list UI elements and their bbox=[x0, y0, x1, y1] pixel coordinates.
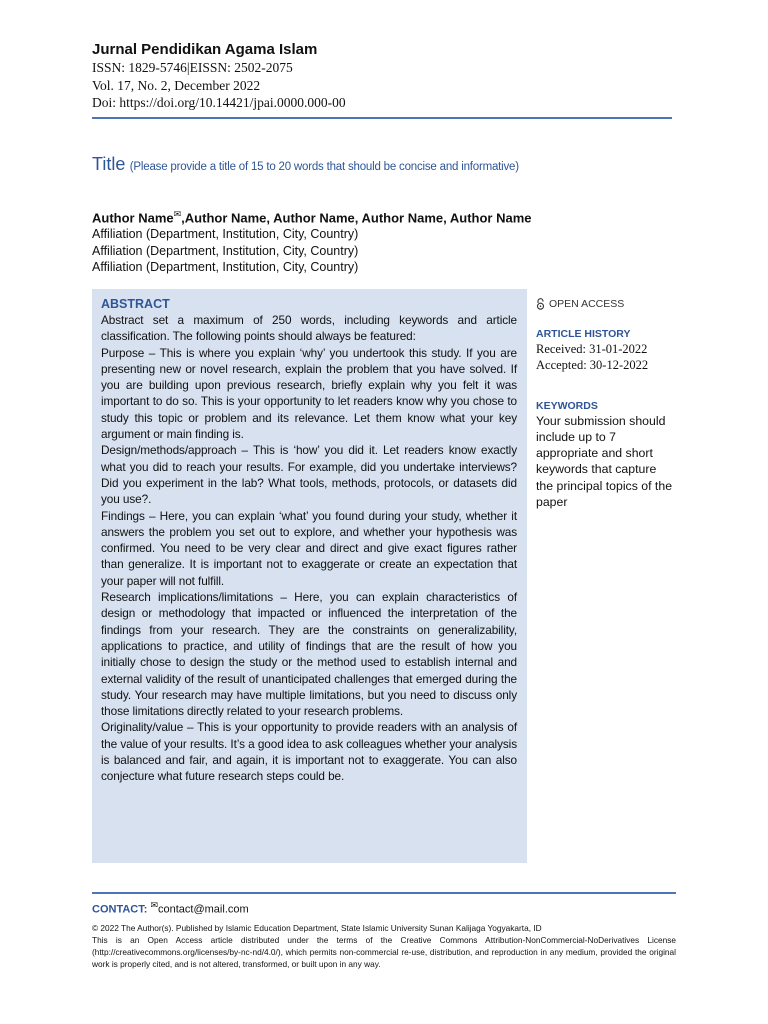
article-sidebar bbox=[536, 296, 676, 510]
journal-volume: Vol. 17, No. 2, December 2022 bbox=[92, 77, 261, 93]
journal-name: Jurnal Pendidikan Agama Islam bbox=[92, 41, 318, 58]
other-authors: ,Author Name, Author Name, Author Name, Author Name bbox=[181, 210, 532, 226]
contact-line bbox=[92, 898, 249, 917]
header-divider bbox=[92, 117, 672, 119]
received-date: Received: 31-01-2022 bbox=[536, 342, 648, 356]
contact-email[interactable]: contact@mail.com bbox=[158, 903, 249, 916]
footer-divider bbox=[92, 892, 676, 894]
article-title bbox=[92, 154, 692, 175]
affiliation-1: Affiliation (Department, Institution, City, Country) bbox=[92, 227, 359, 242]
mail-icon: ✉ bbox=[173, 209, 182, 219]
article-history-heading: ARTICLE HISTORY bbox=[536, 328, 631, 340]
abstract-originality: Originality/value – This is your opportunity to provide readers with an analysis of the value of your results. It’s a good idea to ask colleagues whether your analysis is balanced and fair, and again, it is important not to exaggerate. You can also conjecture what future research steps could be. bbox=[101, 720, 517, 784]
abstract-findings: Findings – Here, you can explain ‘what’ you found during your study, whether it answers the problem you set out to explore, and whether your hypothesis was confirmed. You need to be very clear and direct and give exact figures rather than generalize. It is important not to exaggerate or create an expectation that your paper will not fulfill. bbox=[101, 508, 517, 588]
open-access-label: OPEN ACCESS bbox=[549, 298, 625, 310]
journal-issn: ISSN: 1829-5746|EISSN: 2502-2075 bbox=[92, 60, 293, 75]
title-main: Title bbox=[92, 154, 126, 174]
abstract-intro: Abstract set a maximum of 250 words, including keywords and article classification. The following points should always be featured: bbox=[101, 313, 517, 344]
affiliation-2: Affiliation (Department, Institution, City, Country) bbox=[92, 243, 359, 258]
abstract-purpose: Purpose – This is where you explain ‘why’ you undertook this study. If you are presenting new or novel research, explain the problem that you have solved. If you are building upon previous research, briefly explain why you felt it was important to do so. This is your opportunity to let readers know why you chose to study this topic or problem and its relevance. Let them know what your key argument or main finding is. bbox=[101, 345, 517, 442]
abstract-box bbox=[92, 289, 527, 863]
abstract-heading: ABSTRACT bbox=[101, 297, 170, 311]
copyright-line: © 2022 The Author(s). Published by Islamic Education Department, State Islamic University Sunan Kalijaga Yogyakarta, ID bbox=[92, 923, 542, 933]
abstract-design: Design/methods/approach – This is ‘how’ you did it. Let readers know exactly what you did to reach your results. For example, did you undertake interviews? Did you experiment in the lab? What tools, methods, protocols, or datasets did you use?. bbox=[101, 443, 517, 507]
keywords-heading: KEYWORDS bbox=[536, 399, 598, 412]
abstract-limitations: Research implications/limitations – Here, you can explain characteristics of design or methodology that impacted or influenced the interpretation of the findings from your research. They are the constraints on generalizability, applications to practice, and utility of findings that are the result of how you initially chose to design the study or the method used to establish internal and external validity of the result of unanticipated challenges that emerged during the study. Your research may have multiple limitations, but you need to discuss only those limitations directly related to your research problems. bbox=[101, 590, 517, 719]
author-list bbox=[92, 206, 692, 226]
open-lock-icon bbox=[536, 298, 545, 310]
journal-header bbox=[92, 40, 672, 112]
author-block bbox=[92, 206, 692, 276]
contact-mail-icon: ✉ bbox=[150, 900, 159, 910]
license-text: This is an Open Access article distributed under the terms of the Creative Commons Attribution-NonCommercial-NoDerivatives License (http://creativecommons.org/licenses/by-nc-nd/4.0/), which permits non-commercial re-use, distribution, and reproduction in any medium, provided the original work is properly cited, and is not altered, transformed, or built upon in any way. bbox=[92, 935, 676, 969]
keywords-text: Your submission should include up to 7 appropriate and short keywords that capture the principal topics of the paper bbox=[536, 413, 673, 510]
title-hint: (Please provide a title of 15 to 20 words that should be concise and informative) bbox=[129, 161, 519, 173]
journal-doi[interactable]: Doi: https://doi.org/10.14421/jpai.0000.000-00 bbox=[92, 95, 346, 110]
corresponding-author: Author Name bbox=[92, 210, 174, 226]
copyright-notice bbox=[92, 922, 676, 970]
affiliation-3: Affiliation (Department, Institution, City, Country) bbox=[92, 260, 359, 275]
open-access-badge bbox=[536, 296, 676, 312]
contact-label: CONTACT: bbox=[92, 903, 148, 916]
accepted-date: Accepted: 30-12-2022 bbox=[536, 358, 649, 373]
